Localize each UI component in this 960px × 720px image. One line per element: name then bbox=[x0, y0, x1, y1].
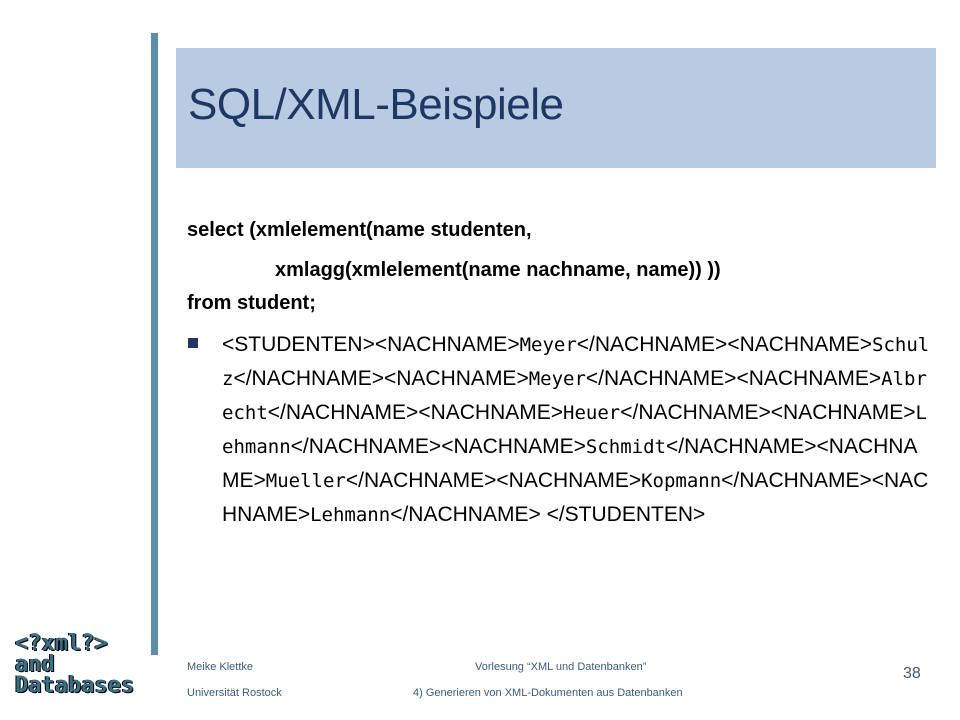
result-tag: <NACHNAME> bbox=[222, 435, 918, 492]
logo-line-3: Databases bbox=[15, 673, 135, 698]
result-value: Albrecht bbox=[222, 368, 927, 424]
result-tag: <NACHNAME> bbox=[496, 469, 642, 492]
bullet-square-icon bbox=[188, 338, 198, 348]
result-value: Lehmann bbox=[310, 504, 391, 526]
result-value: Schmidt bbox=[585, 436, 666, 458]
query-result bbox=[222, 328, 934, 532]
result-tag: </NACHNAME> bbox=[267, 401, 419, 424]
result-tag: </NACHNAME> bbox=[290, 435, 442, 458]
result-value: Kopmann bbox=[641, 470, 722, 492]
logo-line-1: <?xml?> bbox=[15, 631, 108, 656]
result-tag: <NACHNAME> bbox=[727, 333, 873, 356]
xml-and-databases-logo bbox=[15, 633, 134, 696]
result-tag: <NACHNAME> bbox=[736, 367, 882, 390]
result-value: Schulz bbox=[222, 334, 930, 390]
result-tag: <NACHNAME> bbox=[770, 401, 916, 424]
result-value: Heuer bbox=[563, 402, 621, 424]
footer-author: Meike Klettke bbox=[187, 661, 254, 673]
page-number: 38 bbox=[903, 665, 921, 682]
result-tag: <NACHNAME> bbox=[222, 469, 929, 526]
footer-chapter: 4) Generieren von XML-Dokumenten aus Datenbanken bbox=[413, 687, 683, 699]
footer-course: Vorlesung “XML und Datenbanken” bbox=[475, 661, 647, 673]
query-line-3: from student; bbox=[187, 292, 316, 314]
result-tag: <NACHNAME> bbox=[441, 435, 586, 458]
result-value: Lehmann bbox=[222, 402, 927, 458]
result-tag: <NACHNAME> bbox=[384, 367, 529, 390]
result-tag: </NACHNAME> bbox=[345, 469, 497, 492]
result-tag: </NACHNAME> bbox=[665, 435, 817, 458]
result-tag: <NACHNAME> bbox=[374, 333, 520, 356]
result-tag: </NACHNAME> bbox=[585, 367, 737, 390]
result-tag: <NACHNAME> bbox=[418, 401, 564, 424]
result-tag: <STUDENTEN> bbox=[222, 333, 375, 356]
result-tag: </NACHNAME> bbox=[576, 333, 728, 356]
slide-title: SQL/XML-Beispiele bbox=[188, 80, 564, 129]
query-line-2: xmlagg(xmlelement(name nachname, name)) )) bbox=[275, 259, 721, 281]
logo-line-2: and bbox=[15, 652, 55, 677]
result-value: Meyer bbox=[528, 368, 586, 390]
query-line-1: select (xmlelement(name studenten, bbox=[187, 219, 532, 241]
result-tag: </NACHNAME> bbox=[721, 469, 872, 492]
result-tag: </NACHNAME> bbox=[233, 367, 384, 390]
result-tag: </STUDENTEN> bbox=[540, 503, 706, 526]
result-tag: </NACHNAME> bbox=[620, 401, 771, 424]
result-value: Meyer bbox=[519, 334, 577, 356]
result-tag: </NACHNAME> bbox=[390, 503, 541, 526]
result-value: Mueller bbox=[265, 470, 346, 492]
footer-university: Universität Rostock bbox=[187, 687, 282, 699]
accent-bar bbox=[151, 33, 158, 655]
